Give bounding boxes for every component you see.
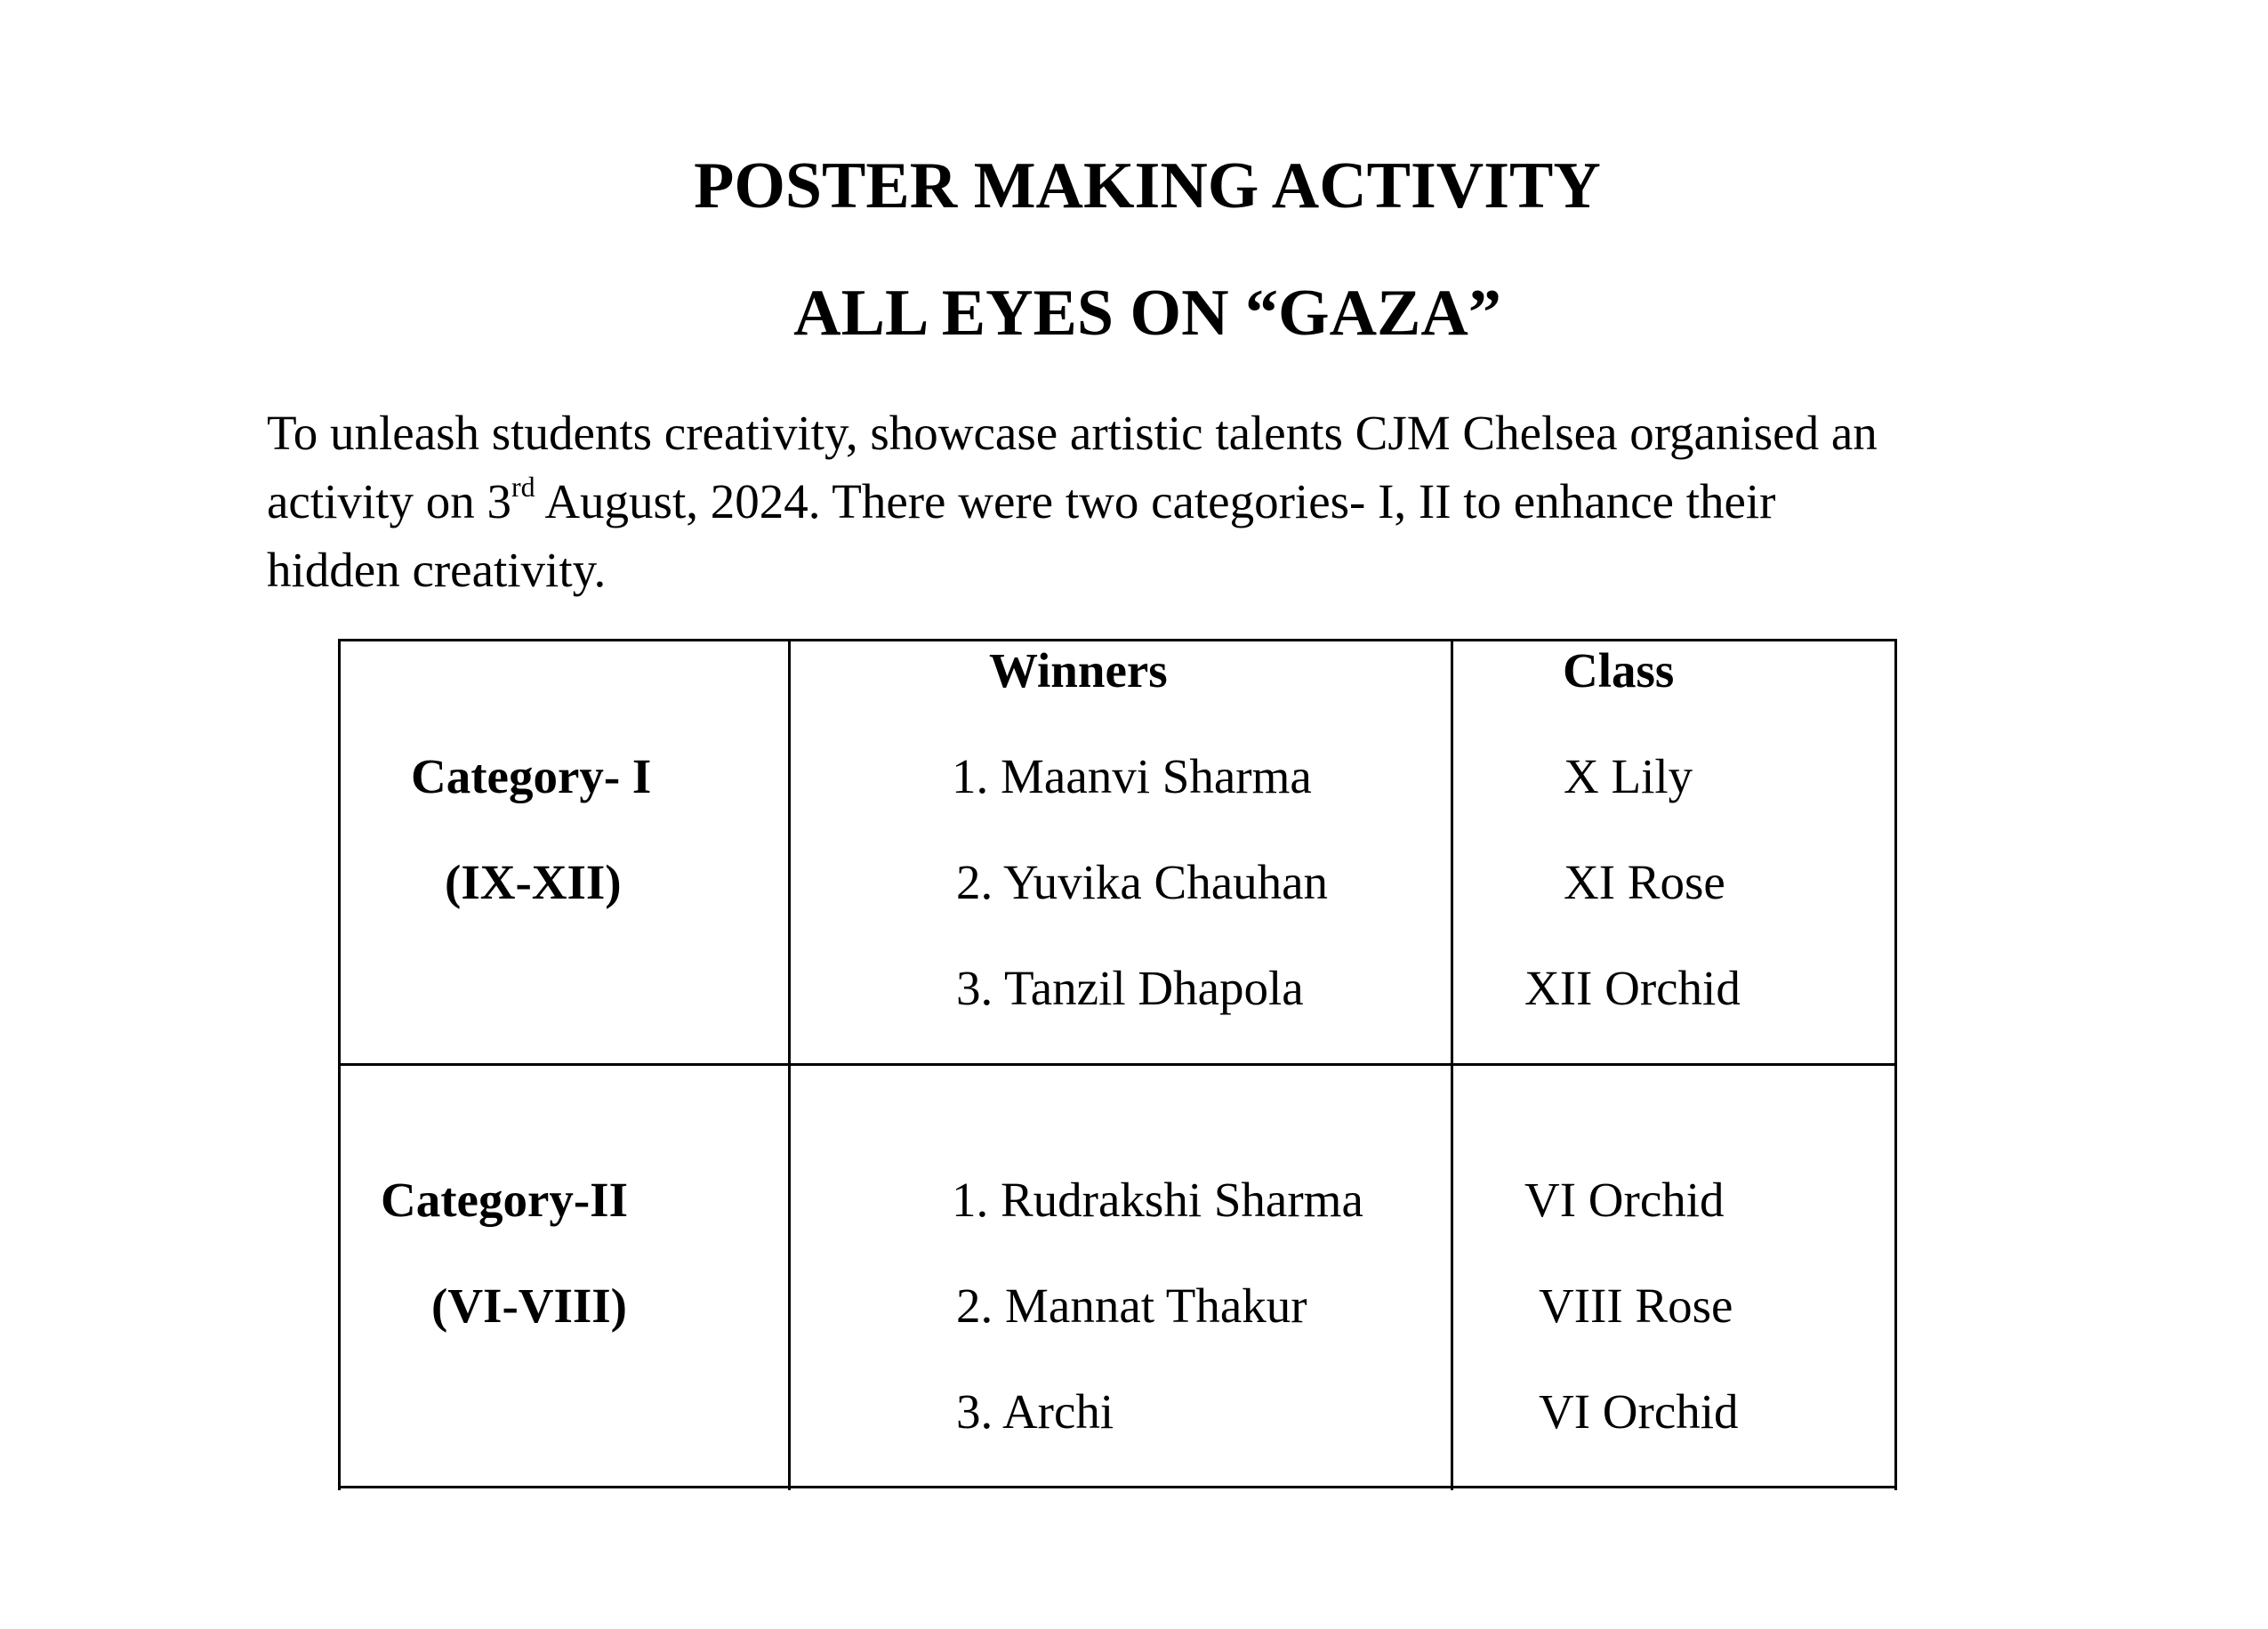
table-column-divider-1 <box>788 639 791 1490</box>
winner-class: XII Orchid <box>1524 961 1741 1015</box>
intro-line-2-start: activity on 3 <box>267 474 511 528</box>
intro-paragraph <box>267 399 2028 604</box>
intro-line-3: hidden creativity. <box>267 543 607 597</box>
category-1-name: Category- I <box>411 749 652 803</box>
table-border-top <box>338 639 1897 641</box>
intro-line-1: To unleash students creativity, showcase artistic talents CJM Chelsea organised an <box>267 406 1878 460</box>
header-class: Class <box>1563 643 1675 698</box>
winners-table <box>338 639 1894 1488</box>
table-border-bottom <box>338 1486 1897 1488</box>
winner-class: VI Orchid <box>1524 1173 1725 1227</box>
intro-line-2 <box>267 467 2028 536</box>
winner-class: VIII Rose <box>1539 1278 1733 1333</box>
header-winners: Winners <box>989 643 1168 698</box>
category-1-range: (IX-XII) <box>445 855 622 909</box>
winner-class: X Lily <box>1564 749 1693 803</box>
winner-name: 3. Tanzil Dhapola <box>956 961 1304 1015</box>
category-2-range: (VI-VIII) <box>431 1278 627 1333</box>
document-title: POSTER MAKING ACTIVITY <box>694 149 1601 222</box>
intro-line-2-end: August, 2024. There were two categories- I, II to enhance their <box>535 474 1776 528</box>
table-border-left <box>338 639 341 1490</box>
winner-class: VI Orchid <box>1539 1384 1739 1439</box>
winner-name: 3. Archi <box>956 1384 1114 1439</box>
winner-name: 2. Yuvika Chauhan <box>956 855 1329 909</box>
category-2-name: Category-II <box>381 1173 628 1227</box>
winner-name: 2. Mannat Thakur <box>956 1278 1307 1333</box>
ordinal-suffix: rd <box>511 471 535 503</box>
winner-class: XI Rose <box>1564 855 1725 909</box>
table-row-divider <box>338 1063 1897 1066</box>
winner-name: 1. Rudrakshi Sharma <box>952 1173 1363 1227</box>
winner-name: 1. Maanvi Sharma <box>952 749 1312 803</box>
table-border-right <box>1894 639 1897 1490</box>
table-column-divider-2 <box>1451 639 1453 1490</box>
document-subtitle: ALL EYES ON “GAZA” <box>793 277 1501 350</box>
